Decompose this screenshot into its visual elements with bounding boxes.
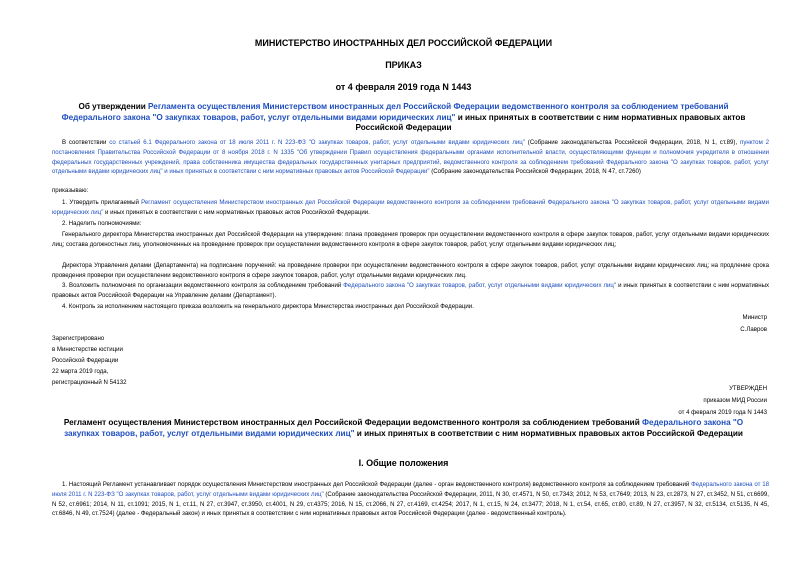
item-1 [52,198,769,218]
order-title-link[interactable]: Регламента осуществления Министерством иностранных дел Российской Федерации ведомственного контроля за соблюдением требований Федерального закона "О закупках товаров, работ, услуг отдельными видами юридических лиц" [61,102,729,122]
regulation-paragraph-1-text-1: 1. Настоящий Регламент устанавливает порядок осуществления Министерством иностранных дел Российской Федерации (далее - орган ведомственного контроля) ведомственного контроля за соблюдением требований [62,481,692,488]
regulation-paragraph-1 [52,480,769,519]
order-title-suffix: и иных принятых в соответствии с ним нормативных правовых актов Российской Федерации [355,112,746,132]
item-3-text-1: 3. Возложить полномочия по организации ведомственного контроля за соблюдением требований [62,282,344,289]
preamble-text-2: (Собрание законодательства Российской Федерации, 2018, N 1, ст.89), [524,139,741,146]
doc-type-heading: ПРИКАЗ [385,60,422,70]
item-2b: Директора Управления делами (Департамента) на подписание поручений: на проведение проверки при осуществлении ведомственного контроля в сфере закупок товаров, работ, услуг отдельными видами юридических лиц; на продление срока проведения проверки при осуществлении ведомственного контроля в сфере закупок товаров, работ, услуг отдельными видами юридических лиц. [52,262,769,279]
regulation-title-link[interactable]: Федерального закона "О закупках товаров, работ, услуг отдельными видами юридических лиц" [64,418,744,438]
item-3 [52,281,769,301]
approved-line-3: от 4 февраля 2019 года N 1443 [678,409,767,416]
regulation-paragraph-1-text-2: (Собрание законодательства Российской Федерации, 2011, N 30, ст.4571, N 50, ст.7343; 2012, N 53, ст.7649; 2013, N 23, ст.2873, N 27, ст.3452, N 51, ст.6699, N 52, ст.6961; 2014, N 11, ст.1091; 2015, N 1, ст.11, N 27, ст.3947, ст.3950, ст.4001, N 29, ст.4375; 2016, N 15, ст.2066, N 27, ст.4169, ст.4254; 2017, N 1, ст.15, N 24, ст.3477; 2018, N 1, ст.54, ст.65, ст.80, ст.89, N 27, ст.3957, N 32, ст.5134, ст.5135, N 45, ст.6846, N 49, ст.7524) (далее - Федеральный закон) и иных принятых в соответствии с ним нормативных правовых актов Российской Федерации (далее - ведомственный контроль). [52,490,769,518]
approved-line-1: УТВЕРЖДЕН [729,385,767,392]
order-title-prefix: Об утверждении [78,102,149,111]
preamble-paragraph [52,138,769,177]
signature-title: Министр [742,314,767,321]
preamble-link-law[interactable]: со статьей 6.1 Федерального закона от 18 июля 2011 г. N 223-ФЗ "О закупках товаров, работ, услуг отдельными видами юридических лиц" [109,139,525,146]
item-1-link[interactable]: Регламент осуществления Министерством иностранных дел Российской Федерации ведомственного контроля за соблюдением требований Федерального закона "О закупках товаров, работ, услуг отдельными видами юридических лиц" [52,199,770,216]
item-3-link[interactable]: Федерального закона "О закупках товаров, работ, услуг отдельными видами юридических лиц" [343,282,617,289]
registration-line-5: регистрационный N 54132 [52,379,127,386]
regulation-title-text-2: и иных принятых в соответствии с ним нормативных правовых актов Российской Федерации [354,428,743,438]
regulation-paragraph-1-link[interactable]: Федерального закона от 18 июля 2011 г. N 223-ФЗ "О закупках товаров, работ, услуг отдельными видами юридических лиц" [52,481,769,498]
preamble-text-3: (Собрание законодательства Российской Федерации, 2018, N 47, ст.7260) [429,168,641,176]
regulation-title-text-1: Регламент осуществления Министерством иностранных дел Российской Федерации ведомственного контроля за соблюдением требований [63,418,643,427]
ministry-heading: МИНИСТЕРСТВО ИНОСТРАННЫХ ДЕЛ РОССИЙСКОЙ ФЕДЕРАЦИИ [254,38,553,48]
registration-line-2: в Министерстве юстиции [52,346,123,353]
item-1-text-1: 1. Утвердить прилагаемый [62,199,142,206]
approved-line-2: приказом МИД России [703,397,767,404]
preamble-text-1: В соответствии [62,139,110,146]
prikazyvayu-text: приказываю: [52,187,89,194]
registration-line-4: 22 марта 2019 года, [52,368,109,375]
section-1-heading: I. Общие положения [358,458,449,468]
registration-line-1: Зарегистрировано [52,335,105,342]
item-4: 4. Контроль за исполнением настоящего приказа возложить на генерального директора Министерства иностранных дел Российской Федерации. [62,303,474,310]
item-2: 2. Наделить полномочиями: [62,220,142,227]
preamble-link-decree[interactable]: пунктом 2 постановления Правительства Российской Федерации от 8 ноября 2018 г. N 1335 "Об утверждении Правил осуществления федеральными органами исполнительной власти, осуществляющими функции и полномочия учредителя в отношении федеральных государственных учреждений, права собственника имущества федеральных государственных унитарных предприятий, ведомственного контроля за соблюдением требований Федерального закона "О закупках товаров, работ, услуг отдельными видами юридических лиц" и иных принятых в соответствии с ним нормативных правовых актов Российской Федерации" [52,139,770,176]
signature-name: С.Лавров [740,326,767,333]
item-2a: Генерального директора Министерства иностранных дел Российской Федерации на утверждение: плана проведения проверок при осуществлении ведомственного контроля в сфере закупок товаров, работ, услуг отдельными видами юридических лиц; состава должностных лиц, уполномоченных на проведение проверок при осуществлении ведомственного контроля в сфере закупок товаров, работ, услуг отдельными видами юридических лиц; [52,231,769,248]
regulation-title [50,418,757,439]
item-3-text-2: и иных принятых в соответствии с ним нормативных правовых актов Российской Федерации на Управление делами (Департамент). [52,282,769,299]
item-1-text-2: и иных принятых в соответствии с ним нормативных правовых актов Российской Федерации. [103,208,370,216]
order-title [50,102,757,134]
registration-line-3: Российской Федерации [52,357,119,364]
order-date-number: от 4 февраля 2019 года N 1443 [335,82,472,92]
